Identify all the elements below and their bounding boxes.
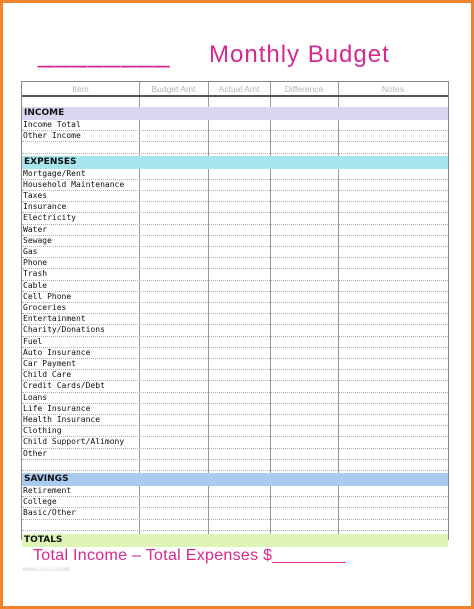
table-row[interactable]: [22, 258, 448, 269]
table-row[interactable]: [22, 131, 448, 142]
row-label: Income Total: [23, 120, 81, 129]
table-row[interactable]: [22, 359, 448, 370]
table-row[interactable]: [22, 236, 448, 247]
row-label: Auto Insurance: [23, 347, 91, 357]
row-label: Trash: [23, 269, 48, 279]
section-header-totals: [22, 534, 448, 547]
column-header-difference: Difference: [284, 84, 324, 94]
row-label: Gas: [23, 247, 38, 256]
row-label: Fuel: [23, 336, 43, 346]
row-label: Child Support/Alimony: [23, 437, 125, 447]
section-header-expenses: [22, 156, 448, 169]
table-header: [22, 82, 448, 97]
row-label: Loans: [23, 392, 48, 402]
section-label-savings: SAVINGS: [24, 474, 69, 484]
column-header-item: Item: [72, 84, 89, 94]
row-label: Basic/Other: [23, 508, 76, 518]
row-label: Sewage: [23, 235, 52, 245]
row-label: Mortgage/Rent: [23, 168, 86, 178]
section-header-savings: [22, 473, 448, 486]
row-label: Retirement: [23, 486, 72, 495]
row-label: Groceries: [23, 303, 67, 312]
table-row[interactable]: [22, 460, 448, 471]
row-label: Credit Cards/Debt: [23, 381, 105, 391]
table-row[interactable]: [22, 449, 448, 460]
table-row[interactable]: [22, 415, 448, 426]
column-header-notes: Notes: [381, 84, 405, 94]
page-title: Monthly Budget: [209, 41, 390, 68]
row-label: Charity/Donations: [23, 325, 105, 335]
table-row[interactable]: [22, 325, 448, 336]
row-label: College: [23, 497, 57, 507]
table-row[interactable]: [22, 191, 448, 202]
table-row[interactable]: [22, 247, 448, 258]
row-label: Life Insurance: [23, 403, 91, 413]
table-row[interactable]: [22, 120, 448, 131]
row-label: Taxes: [23, 191, 48, 200]
table-row[interactable]: [22, 202, 448, 213]
row-label: Clothing: [23, 426, 62, 436]
table-row[interactable]: [22, 180, 448, 191]
column-header-actual: Actual Amt: [218, 84, 260, 94]
title-row: [33, 37, 453, 73]
row-label: Water: [23, 224, 48, 234]
column-header-budget: Budget Amt: [151, 84, 196, 94]
row-label: Other: [23, 448, 48, 458]
row-label: Car Payment: [23, 359, 76, 368]
table-row[interactable]: [22, 269, 448, 280]
row-label: Child Care: [23, 370, 72, 380]
row-label: Other Income: [23, 131, 81, 141]
row-label: Entertainment: [23, 314, 86, 324]
budget-table: [21, 81, 449, 545]
section-label-expenses: EXPENSES: [24, 156, 77, 167]
table-row[interactable]: [22, 437, 448, 448]
row-label: Health Insurance: [23, 415, 101, 424]
table-row[interactable]: [22, 292, 448, 303]
row-label: Household Maintenance: [23, 179, 125, 189]
table-row[interactable]: [22, 381, 448, 392]
table-row[interactable]: [22, 497, 448, 508]
title-blank-line[interactable]: ________: [38, 37, 171, 68]
section-header-income: [22, 107, 448, 120]
table-row[interactable]: [22, 508, 448, 519]
row-label: Electricity: [23, 213, 76, 223]
table-row[interactable]: [22, 520, 448, 531]
section-label-totals: TOTALS: [24, 534, 63, 545]
row-label: Phone: [23, 258, 48, 268]
table-row[interactable]: [22, 486, 448, 497]
row-label: Cell Phone: [23, 291, 72, 301]
table-row[interactable]: [22, 213, 448, 224]
section-label-income: INCOME: [24, 108, 65, 118]
footer-formula: Total Income – Total Expenses $________: [33, 547, 346, 564]
row-label: Cable: [23, 280, 48, 290]
row-label: Insurance: [23, 202, 67, 212]
table-row[interactable]: [22, 348, 448, 359]
table-row[interactable]: [22, 281, 448, 292]
table-row[interactable]: [22, 225, 448, 236]
footer-watermark-text: www.i.i.i.i.i.i.i.com: [23, 567, 70, 573]
table-row[interactable]: [22, 142, 448, 153]
table-row[interactable]: [22, 303, 448, 314]
